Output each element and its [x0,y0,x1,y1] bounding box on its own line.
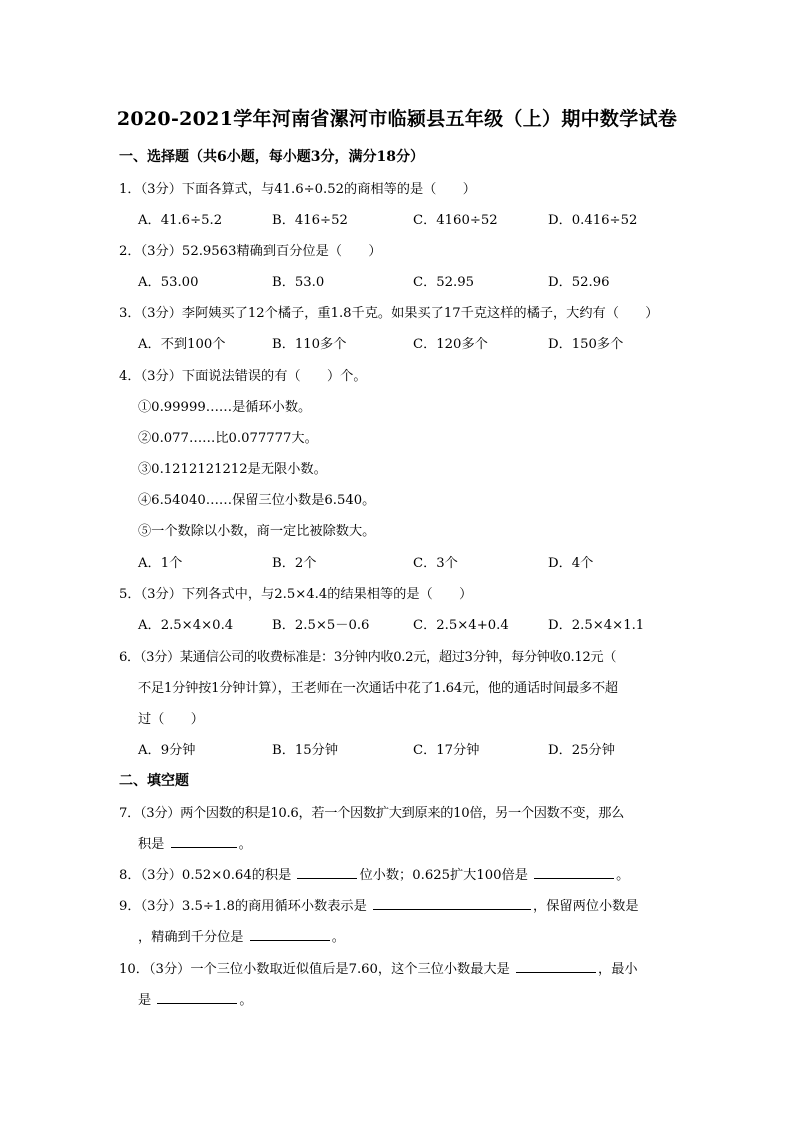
question-8-answer-blank-2[interactable] [534,866,614,879]
question-7-text: 积是 [138,837,165,852]
question-4-statement-3: ③0.1212121212是无限小数。 [138,462,327,477]
question-9-end: 。 [331,930,345,945]
question-10-answer-blank-2[interactable] [157,991,237,1004]
question-1-option-c: C．4160÷52 [413,213,498,228]
question-2: 2．（3分）52.9563精确到百分位是（ ） [119,244,382,259]
question-3-option-a: A．不到100个 [138,337,226,352]
question-10-end: 。 [239,993,253,1008]
question-9-line-2 [138,926,345,945]
question-4-option-c: C．3个 [413,556,458,571]
question-10-line-1 [119,958,638,977]
question-6-option-a: A．9分钟 [138,743,196,758]
question-1-option-b: B．416÷52 [272,213,348,228]
question-5-option-d: D．2.5×4×1.1 [548,618,645,633]
question-2-option-b: B．53.0 [272,275,325,290]
question-5-option-a: A．2.5×4×0.4 [138,618,234,633]
question-5-option-b: B．2.5×5－0.6 [272,618,370,633]
question-8-answer-blank-1[interactable] [297,866,357,879]
question-1-option-a: A．41.6÷5.2 [138,213,223,228]
section-title-fill: 二、填空题 [119,773,189,789]
question-4-option-a: A．1个 [138,556,183,571]
question-5: 5．（3分）下列各式中，与2.5×4.4的结果相等的是（ ） [119,587,473,602]
question-7-answer-blank[interactable] [171,835,237,848]
page-title: 2020-2021学年河南省漯河市临颍县五年级（上）期中数学试卷 [116,108,678,130]
question-8-text-a: 8．（3分）0.52×0.64的积是 [119,868,292,883]
question-3-option-c: C．120多个 [413,337,488,352]
question-4-statement-2: ②0.077……比0.077777大。 [138,431,318,446]
question-6-line-3: 过（ ） [138,712,204,727]
question-8-end: 。 [616,868,630,883]
question-4-statement-4: ④6.54040……保留三位小数是6.540。 [138,493,376,508]
question-6-option-d: D．25分钟 [548,743,615,758]
question-8-text-b: 位小数；0.625扩大100倍是 [359,868,528,883]
question-3-option-d: D．150多个 [548,337,624,352]
question-1: 1．（3分）下面各算式，与41.6÷0.52的商相等的是（ ） [119,182,476,197]
question-2-option-d: D．52.96 [548,275,610,290]
question-4-option-b: B．2个 [272,556,317,571]
question-7-line-2 [138,833,252,852]
question-9-text-a: 9．（3分）3.5÷1.8的商用循环小数表示是 [119,899,367,914]
question-5-option-c: C．2.5×4+0.4 [413,618,509,633]
question-4-statement-1: ①0.99999……是循环小数。 [138,400,312,415]
question-2-option-a: A．53.00 [138,275,199,290]
question-6-option-b: B．15分钟 [272,743,339,758]
question-10-text-c: 是 [138,993,152,1008]
question-3-option-b: B．110多个 [272,337,347,352]
question-9-text-c: ，精确到千分位是 [138,930,244,945]
question-10-answer-blank-1[interactable] [516,960,596,973]
section-title-choice: 一、选择题（共6小题，每小题3分，满分18分） [119,149,424,165]
question-4-option-d: D．4个 [548,556,594,571]
question-6-line-2: 不足1分钟按1分钟计算），王老师在一次通话中花了1.64元，他的通话时间最多不超 [138,681,618,696]
question-7-end: 。 [238,837,252,852]
question-10-text-a: 10．（3分）一个三位小数取近似值后是7.60，这个三位小数最大是 [119,962,510,977]
question-9-answer-blank-2[interactable] [250,928,330,941]
question-7-line-1: 7．（3分）两个因数的积是10.6，若一个因数扩大到原来的10倍，另一个因数不变，那么 [119,806,624,821]
question-6-line-1: 6．（3分）某通信公司的收费标准是：3分钟内收0.2元，超过3分钟，每分钟收0.12元（ [119,650,617,665]
question-1-option-d: D．0.416÷52 [548,213,638,228]
question-9-line-1 [119,895,639,914]
question-3: 3．（3分）李阿姨买了12个橘子，重1.8千克。如果买了17千克这样的橘子，大约有（ ） [119,306,659,321]
question-2-option-c: C．52.95 [413,275,475,290]
question-4-statement-5: ⑤一个数除以小数，商一定比被除数大。 [138,524,376,539]
question-9-text-b: ，保留两位小数是 [533,899,639,914]
question-10-line-2 [138,989,253,1008]
question-4: 4．（3分）下面说法错误的有（ ）个。 [119,369,367,384]
question-8 [119,864,629,883]
question-9-answer-blank-1[interactable] [373,897,531,910]
question-6-option-c: C．17分钟 [413,743,480,758]
question-10-text-b: ，最小 [598,962,638,977]
